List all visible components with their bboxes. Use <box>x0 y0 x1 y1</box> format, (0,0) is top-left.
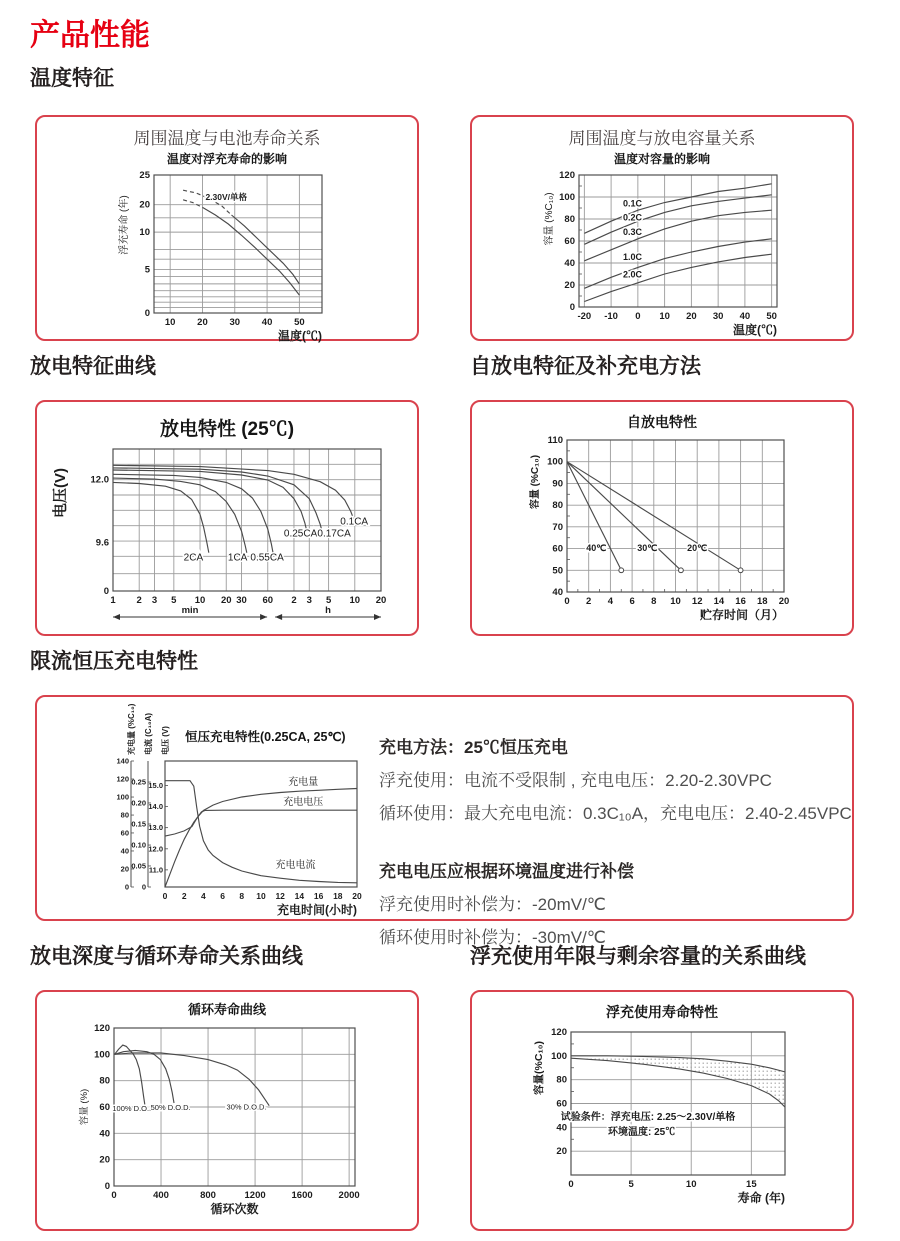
svg-text:18: 18 <box>757 596 768 607</box>
svg-text:80: 80 <box>120 810 129 820</box>
svg-text:140: 140 <box>116 756 129 766</box>
svg-text:15: 15 <box>746 1179 757 1190</box>
self-discharge-chart <box>472 432 852 632</box>
svg-text:6: 6 <box>629 596 635 607</box>
svg-text:800: 800 <box>200 1190 216 1201</box>
svg-text:100: 100 <box>94 1049 110 1061</box>
chart-title: 放电特性 (25℃) <box>159 419 295 440</box>
charging-method-line: 充电方法：25℃恒压充电 <box>379 738 568 757</box>
svg-text:容量 (%C₁₀): 容量 (%C₁₀) <box>530 454 541 510</box>
cycle-life-panel <box>35 990 419 1231</box>
svg-text:20: 20 <box>556 1146 567 1158</box>
svg-text:-10: -10 <box>604 311 618 322</box>
svg-text:10: 10 <box>139 227 150 239</box>
chart-title: 恒压充电特性(0.25CA, 25℃) <box>185 730 346 744</box>
svg-text:0.25: 0.25 <box>131 777 146 787</box>
svg-text:2.0C: 2.0C <box>622 269 642 280</box>
ambient-temp-vs-discharge-capacity-panel <box>470 115 854 341</box>
svg-text:0: 0 <box>124 882 129 892</box>
cycle-compensation-line: 循环使用时补偿为：-30mV/℃ <box>379 928 606 947</box>
compensation-heading-line: 充电电压应根据环境温度进行补偿 <box>379 862 634 881</box>
svg-text:12: 12 <box>691 596 703 607</box>
svg-text:电压(V): 电压(V) <box>52 468 69 518</box>
float-compensation-line: 浮充使用时补偿为：-20mV/℃ <box>379 895 606 914</box>
svg-text:10: 10 <box>349 595 361 606</box>
svg-text:50: 50 <box>294 317 305 328</box>
svg-text:20: 20 <box>375 595 387 606</box>
section-heading-discharge: 放电特征曲线 <box>30 355 156 378</box>
svg-text:100: 100 <box>116 792 129 802</box>
svg-text:40: 40 <box>261 317 273 328</box>
svg-text:8: 8 <box>651 596 657 607</box>
svg-text:120: 120 <box>94 1023 110 1034</box>
chart-title: 浮充使用寿命特性 <box>606 1004 718 1020</box>
svg-text:12.0: 12.0 <box>148 844 163 854</box>
svg-text:0.17CA: 0.17CA <box>317 528 351 540</box>
page-title: 产品性能 <box>30 19 150 52</box>
cycle-use-line: 循环使用：最大充电电流：0.3C₁₀A，充电电压：2.40-2.45VPC <box>379 804 852 823</box>
svg-text:12.0: 12.0 <box>90 474 109 486</box>
svg-text:贮存时间（月）: 贮存时间（月） <box>699 608 784 622</box>
svg-text:20: 20 <box>352 891 362 901</box>
svg-text:14.0: 14.0 <box>148 802 163 812</box>
svg-text:寿命 (年): 寿命 (年) <box>737 1191 785 1205</box>
svg-text:8: 8 <box>239 891 245 901</box>
svg-text:30: 30 <box>712 311 724 322</box>
svg-text:100: 100 <box>559 192 575 203</box>
svg-text:0: 0 <box>144 308 150 319</box>
svg-text:-20: -20 <box>577 311 592 322</box>
chart-title: 周围温度与放电容量关系 <box>568 129 756 148</box>
svg-text:30℃: 30℃ <box>637 542 658 553</box>
svg-text:20: 20 <box>220 595 232 606</box>
chart-title: 循环寿命曲线 <box>187 1002 266 1017</box>
svg-text:60: 60 <box>564 236 575 247</box>
svg-text:11.0: 11.0 <box>148 865 163 875</box>
svg-text:50: 50 <box>552 565 563 577</box>
temp-vs-float-life-chart <box>37 167 417 345</box>
svg-text:电压 (V): 电压 (V) <box>161 726 170 755</box>
svg-text:0.1C: 0.1C <box>622 198 642 209</box>
svg-text:60: 60 <box>99 1102 110 1113</box>
cycle-life-chart <box>37 1018 417 1218</box>
svg-text:80: 80 <box>99 1075 110 1087</box>
svg-text:min: min <box>181 605 199 616</box>
svg-text:20℃: 20℃ <box>687 542 708 553</box>
svg-text:循环次数: 循环次数 <box>210 1202 259 1216</box>
svg-text:h: h <box>325 605 331 616</box>
svg-text:2000: 2000 <box>338 1190 360 1201</box>
svg-text:20: 20 <box>564 280 575 291</box>
float-life-panel <box>470 990 854 1231</box>
chart-subtitle: 温度对浮充寿命的影响 <box>166 152 287 166</box>
svg-text:100: 100 <box>551 1050 567 1062</box>
svg-text:10: 10 <box>685 1179 697 1190</box>
svg-text:60: 60 <box>262 595 274 606</box>
svg-text:13.0: 13.0 <box>148 823 163 833</box>
svg-text:40: 40 <box>739 311 751 322</box>
svg-text:10: 10 <box>164 317 176 328</box>
svg-text:12: 12 <box>275 891 285 901</box>
svg-text:70: 70 <box>552 521 563 533</box>
svg-text:2: 2 <box>136 595 142 606</box>
svg-text:温度(℃): 温度(℃) <box>733 323 777 337</box>
svg-text:30% D.O.D.: 30% D.O.D. <box>226 1102 267 1112</box>
svg-text:10: 10 <box>194 595 206 606</box>
svg-text:100% D.O.D.: 100% D.O.D. <box>112 1103 157 1113</box>
svg-text:60: 60 <box>120 828 129 838</box>
svg-text:40: 40 <box>120 846 129 856</box>
svg-text:充电电流: 充电电流 <box>275 860 316 872</box>
svg-text:20: 20 <box>99 1154 110 1166</box>
svg-text:1CA: 1CA <box>227 552 248 564</box>
svg-text:80: 80 <box>564 214 575 225</box>
svg-text:5: 5 <box>144 264 150 276</box>
svg-text:10: 10 <box>256 891 266 901</box>
svg-text:2.30V/单格: 2.30V/单格 <box>205 191 248 202</box>
discharge-characteristics-chart <box>37 441 417 633</box>
svg-text:25: 25 <box>139 170 150 181</box>
svg-text:16: 16 <box>313 891 324 901</box>
svg-text:0.55CA: 0.55CA <box>250 552 284 564</box>
svg-text:20: 20 <box>139 199 150 211</box>
svg-text:3: 3 <box>306 595 312 606</box>
svg-text:0: 0 <box>104 1181 110 1192</box>
svg-text:5: 5 <box>628 1179 634 1190</box>
section-heading-float-life: 浮充使用年限与剩余容量的关系曲线 <box>470 945 806 968</box>
svg-text:10: 10 <box>659 311 670 322</box>
svg-text:4: 4 <box>607 596 614 607</box>
svg-text:50% D.O.D.: 50% D.O.D. <box>150 1103 191 1113</box>
svg-text:20: 20 <box>686 311 697 322</box>
section-heading-cycle-life: 放电深度与循环寿命关系曲线 <box>30 945 303 968</box>
svg-text:4: 4 <box>201 891 206 901</box>
svg-text:0.05: 0.05 <box>131 861 146 871</box>
svg-text:110: 110 <box>547 435 563 446</box>
svg-text:40: 40 <box>99 1128 110 1140</box>
svg-text:容量 (%C₁₀): 容量 (%C₁₀) <box>544 192 555 246</box>
svg-text:3: 3 <box>151 595 158 606</box>
svg-text:60: 60 <box>556 1098 567 1110</box>
svg-text:充电电压: 充电电压 <box>283 797 324 809</box>
svg-text:14: 14 <box>294 891 305 901</box>
svg-text:60: 60 <box>552 543 563 555</box>
svg-text:0: 0 <box>568 1179 574 1190</box>
svg-text:80: 80 <box>552 500 563 512</box>
svg-text:5: 5 <box>171 595 177 606</box>
section-heading-self-discharge: 自放电特征及补充电方法 <box>470 355 701 378</box>
svg-text:1200: 1200 <box>244 1190 266 1201</box>
svg-text:2: 2 <box>586 596 592 607</box>
svg-text:30: 30 <box>236 595 247 606</box>
svg-text:0: 0 <box>635 311 641 322</box>
svg-text:0.15: 0.15 <box>131 819 146 829</box>
svg-text:30: 30 <box>229 317 241 328</box>
float-use-line: 浮充使用：电流不受限制 , 充电电压：2.20-2.30VPC <box>379 771 772 790</box>
svg-text:400: 400 <box>153 1190 169 1201</box>
svg-text:40℃: 40℃ <box>586 542 607 553</box>
svg-text:0.2C: 0.2C <box>622 212 642 223</box>
svg-text:20: 20 <box>197 317 208 328</box>
section-heading-charging: 限流恒压充电特性 <box>30 650 198 673</box>
svg-text:0: 0 <box>569 302 575 313</box>
svg-text:0.1CA: 0.1CA <box>340 516 369 528</box>
chart-title: 周围温度与电池寿命关系 <box>133 129 321 148</box>
svg-text:14: 14 <box>713 596 725 607</box>
svg-text:120: 120 <box>551 1027 567 1038</box>
svg-text:120: 120 <box>559 170 575 181</box>
svg-text:15.0: 15.0 <box>148 780 163 790</box>
svg-text:2CA: 2CA <box>183 552 204 564</box>
float-life-chart <box>472 1022 852 1214</box>
svg-text:16: 16 <box>735 596 746 607</box>
svg-text:40: 40 <box>556 1122 567 1134</box>
svg-text:6: 6 <box>220 891 225 901</box>
svg-text:5: 5 <box>325 595 332 606</box>
svg-text:1: 1 <box>110 595 116 606</box>
ambient-temp-vs-battery-life-panel <box>35 115 419 341</box>
svg-text:环境温度: 25℃: 环境温度: 25℃ <box>608 1126 676 1138</box>
svg-text:90: 90 <box>552 478 563 490</box>
chart-title: 自放电特性 <box>627 414 697 430</box>
svg-text:120: 120 <box>116 774 129 784</box>
svg-text:0.10: 0.10 <box>131 840 146 850</box>
svg-text:18: 18 <box>333 891 343 901</box>
svg-text:1600: 1600 <box>291 1190 313 1201</box>
svg-text:0.3C: 0.3C <box>622 227 642 238</box>
svg-text:试验条件：浮充电压: 2.25～2.30V/单格: 试验条件：浮充电压: 2.25～2.30V/单格 <box>560 1111 736 1123</box>
svg-text:0: 0 <box>564 596 570 607</box>
svg-text:0: 0 <box>111 1190 117 1201</box>
self-discharge-panel <box>470 400 854 636</box>
section-heading-temperature: 温度特征 <box>30 67 114 90</box>
svg-text:充电时间(小时): 充电时间(小时) <box>277 903 357 917</box>
discharge-characteristics-panel <box>35 400 419 636</box>
charging-method-text <box>379 731 852 954</box>
svg-text:0: 0 <box>103 586 109 597</box>
svg-text:20: 20 <box>120 864 129 874</box>
svg-text:2: 2 <box>181 891 187 901</box>
chart-subtitle: 温度对容量的影响 <box>613 152 710 166</box>
svg-text:40: 40 <box>552 587 563 598</box>
svg-text:1.0C: 1.0C <box>622 252 642 263</box>
svg-text:0.25CA: 0.25CA <box>283 528 318 540</box>
svg-text:2: 2 <box>291 595 297 606</box>
svg-text:50: 50 <box>766 311 777 322</box>
svg-text:容量(%C₁₀): 容量(%C₁₀) <box>533 1041 545 1095</box>
svg-text:20: 20 <box>778 596 790 607</box>
svg-text:10: 10 <box>670 596 681 607</box>
svg-text:充电量: 充电量 <box>288 776 319 788</box>
svg-text:电流 (C₁₀A): 电流 (C₁₀A) <box>144 712 153 755</box>
svg-text:0.20: 0.20 <box>131 798 146 808</box>
svg-text:温度(℃): 温度(℃) <box>278 329 322 343</box>
temp-vs-capacity-chart <box>472 167 852 353</box>
svg-text:100: 100 <box>547 456 563 468</box>
svg-text:充电量 (%C₁₀): 充电量 (%C₁₀) <box>127 703 136 755</box>
svg-text:浮充寿命 (年): 浮充寿命 (年) <box>119 195 130 255</box>
svg-text:0: 0 <box>162 891 168 901</box>
svg-text:容量 (%): 容量 (%) <box>79 1088 90 1126</box>
svg-text:9.6: 9.6 <box>95 537 109 549</box>
svg-text:0: 0 <box>141 882 146 892</box>
svg-text:80: 80 <box>556 1074 567 1086</box>
constant-voltage-charging-panel <box>35 695 854 947</box>
svg-text:40: 40 <box>564 258 575 269</box>
